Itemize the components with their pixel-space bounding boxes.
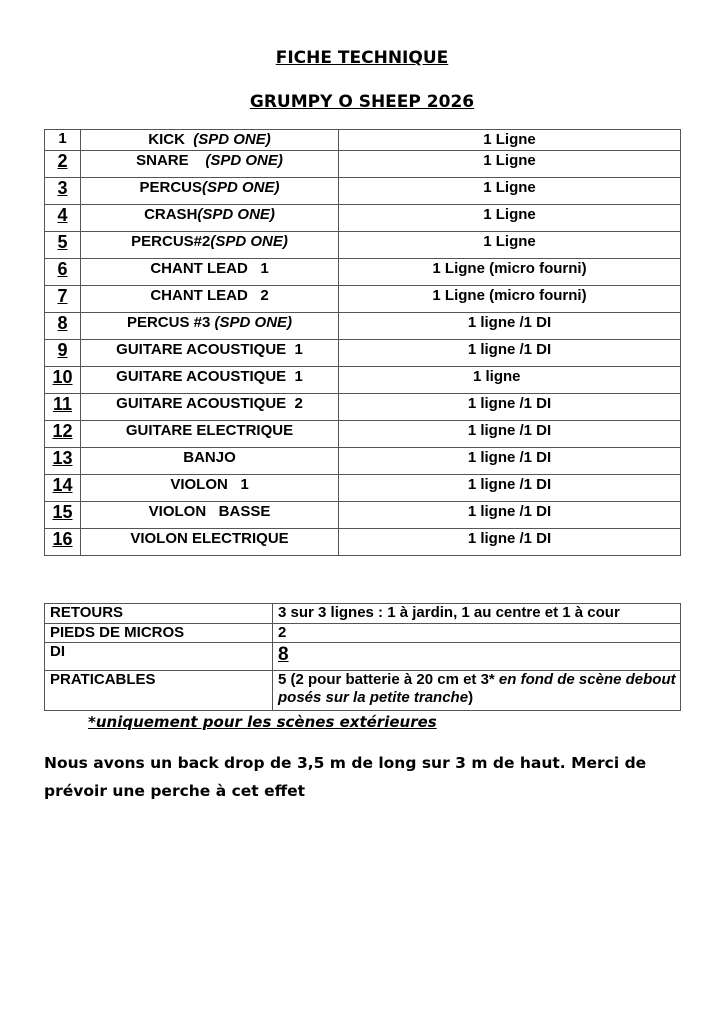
channel-line: 1 ligne /1 DI bbox=[339, 529, 681, 556]
channel-name: CHANT LEAD 2 bbox=[150, 287, 269, 304]
table-row bbox=[45, 232, 681, 259]
channel-number: 14 bbox=[45, 475, 81, 502]
channel-line: 1 ligne /1 DI bbox=[339, 475, 681, 502]
channel-number: 9 bbox=[45, 340, 81, 367]
channel-source: (SPD ONE) bbox=[205, 152, 283, 169]
channel-name-cell bbox=[81, 421, 339, 448]
channel-line: 1 ligne /1 DI bbox=[339, 394, 681, 421]
channel-line: 1 ligne bbox=[339, 367, 681, 394]
channel-line: 1 Ligne bbox=[339, 205, 681, 232]
table-row bbox=[45, 421, 681, 448]
channel-name: VIOLON ELECTRIQUE bbox=[130, 530, 289, 547]
channel-source: (SPD ONE) bbox=[193, 131, 271, 148]
channel-name-cell bbox=[81, 313, 339, 340]
channel-name-cell bbox=[81, 286, 339, 313]
channel-name-cell bbox=[81, 340, 339, 367]
channel-line: 1 Ligne (micro fourni) bbox=[339, 259, 681, 286]
channel-name-cell bbox=[81, 529, 339, 556]
channel-number: 6 bbox=[45, 259, 81, 286]
table-row bbox=[45, 313, 681, 340]
channel-name-cell bbox=[81, 151, 339, 178]
channel-name: SNARE bbox=[136, 152, 206, 169]
channel-name: VIOLON 1 bbox=[170, 476, 249, 493]
table-row bbox=[45, 340, 681, 367]
channel-name-cell bbox=[81, 475, 339, 502]
channel-line: 1 Ligne bbox=[339, 178, 681, 205]
channel-name-cell bbox=[81, 178, 339, 205]
channel-number: 8 bbox=[45, 313, 81, 340]
channel-line: 1 ligne /1 DI bbox=[339, 502, 681, 529]
channel-name: BANJO bbox=[183, 449, 236, 466]
table-row bbox=[45, 394, 681, 421]
channel-number: 3 bbox=[45, 178, 81, 205]
channel-name: PERCUS#2 bbox=[131, 233, 211, 250]
backdrop-paragraph: Nous avons un back drop de 3,5 m de long sur 3 m de haut. Merci de prévoir une perche à cet effet bbox=[44, 754, 647, 800]
channel-name: GUITARE ACOUSTIQUE 1 bbox=[116, 368, 303, 385]
channel-number: 1 bbox=[45, 130, 81, 151]
channel-number: 11 bbox=[45, 394, 81, 421]
channel-line: 1 ligne /1 DI bbox=[339, 313, 681, 340]
praticables-value-b: en fond de scène debout posés sur la petite tranche bbox=[278, 671, 676, 706]
table-row bbox=[45, 130, 681, 151]
pieds-value: 2 bbox=[273, 624, 681, 643]
table-row bbox=[45, 502, 681, 529]
channel-name-cell bbox=[81, 205, 339, 232]
table-row bbox=[45, 671, 681, 711]
channel-source: (SPD ONE) bbox=[197, 206, 275, 223]
channel-name: PERCUS bbox=[139, 179, 202, 196]
table-row bbox=[45, 367, 681, 394]
channel-source: (SPD ONE) bbox=[202, 179, 280, 196]
channel-source: (SPD ONE) bbox=[210, 233, 288, 250]
channel-name-cell bbox=[81, 367, 339, 394]
table-row bbox=[45, 475, 681, 502]
patch-table bbox=[44, 129, 681, 556]
retours-label: RETOURS bbox=[45, 604, 273, 624]
praticables-value-a: 5 (2 pour batterie à 20 cm et 3* bbox=[278, 671, 499, 688]
channel-number: 2 bbox=[45, 151, 81, 178]
info-table bbox=[44, 603, 681, 711]
channel-name-cell bbox=[81, 130, 339, 151]
table-row bbox=[45, 604, 681, 624]
table-row bbox=[45, 286, 681, 313]
table-row bbox=[45, 178, 681, 205]
channel-name: VIOLON BASSE bbox=[148, 503, 271, 520]
channel-name-cell bbox=[81, 502, 339, 529]
page-subtitle: GRUMPY O SHEEP 2026 bbox=[249, 92, 475, 112]
channel-number: 16 bbox=[45, 529, 81, 556]
channel-name-cell bbox=[81, 259, 339, 286]
channel-name: GUITARE ACOUSTIQUE 1 bbox=[116, 341, 303, 358]
channel-line: 1 ligne /1 DI bbox=[339, 421, 681, 448]
table-row bbox=[45, 259, 681, 286]
praticables-label: PRATICABLES bbox=[45, 671, 273, 711]
channel-number: 10 bbox=[45, 367, 81, 394]
channel-line: 1 Ligne bbox=[339, 130, 681, 151]
retours-value: 3 sur 3 lignes : 1 à jardin, 1 au centre et 1 à cour bbox=[273, 604, 681, 624]
channel-number: 5 bbox=[45, 232, 81, 259]
channel-name: GUITARE ACOUSTIQUE 2 bbox=[116, 395, 303, 412]
channel-line: 1 Ligne bbox=[339, 151, 681, 178]
table-row bbox=[45, 643, 681, 671]
channel-number: 7 bbox=[45, 286, 81, 313]
table-row bbox=[45, 624, 681, 643]
channel-number: 13 bbox=[45, 448, 81, 475]
table-row bbox=[45, 529, 681, 556]
pieds-label: PIEDS DE MICROS bbox=[45, 624, 273, 643]
channel-name: CHANT LEAD 1 bbox=[150, 260, 269, 277]
channel-source: (SPD ONE) bbox=[214, 314, 293, 331]
channel-name: KICK bbox=[148, 131, 194, 148]
table-row bbox=[45, 205, 681, 232]
table-row bbox=[45, 151, 681, 178]
channel-name: PERCUS #3 bbox=[126, 314, 215, 331]
channel-name: CRASH bbox=[144, 206, 198, 223]
channel-line: 1 ligne /1 DI bbox=[339, 340, 681, 367]
channel-number: 4 bbox=[45, 205, 81, 232]
channel-name: GUITARE ELECTRIQUE bbox=[125, 422, 294, 439]
patch-table-body bbox=[45, 130, 681, 556]
channel-name-cell bbox=[81, 394, 339, 421]
praticables-value bbox=[273, 671, 681, 711]
channel-number: 15 bbox=[45, 502, 81, 529]
table-row bbox=[45, 448, 681, 475]
channel-name-cell bbox=[81, 448, 339, 475]
channel-name-cell bbox=[81, 232, 339, 259]
channel-line: 1 Ligne bbox=[339, 232, 681, 259]
channel-line: 1 ligne /1 DI bbox=[339, 448, 681, 475]
praticables-value-c: ) bbox=[468, 689, 474, 706]
di-label: DI bbox=[45, 643, 273, 671]
page-title: FICHE TECHNIQUE bbox=[275, 48, 449, 68]
channel-line: 1 Ligne (micro fourni) bbox=[339, 286, 681, 313]
di-value-cell bbox=[273, 643, 681, 671]
di-value: 8 bbox=[278, 644, 289, 665]
footnote: *uniquement pour les scènes extérieures bbox=[88, 713, 437, 731]
channel-number: 12 bbox=[45, 421, 81, 448]
